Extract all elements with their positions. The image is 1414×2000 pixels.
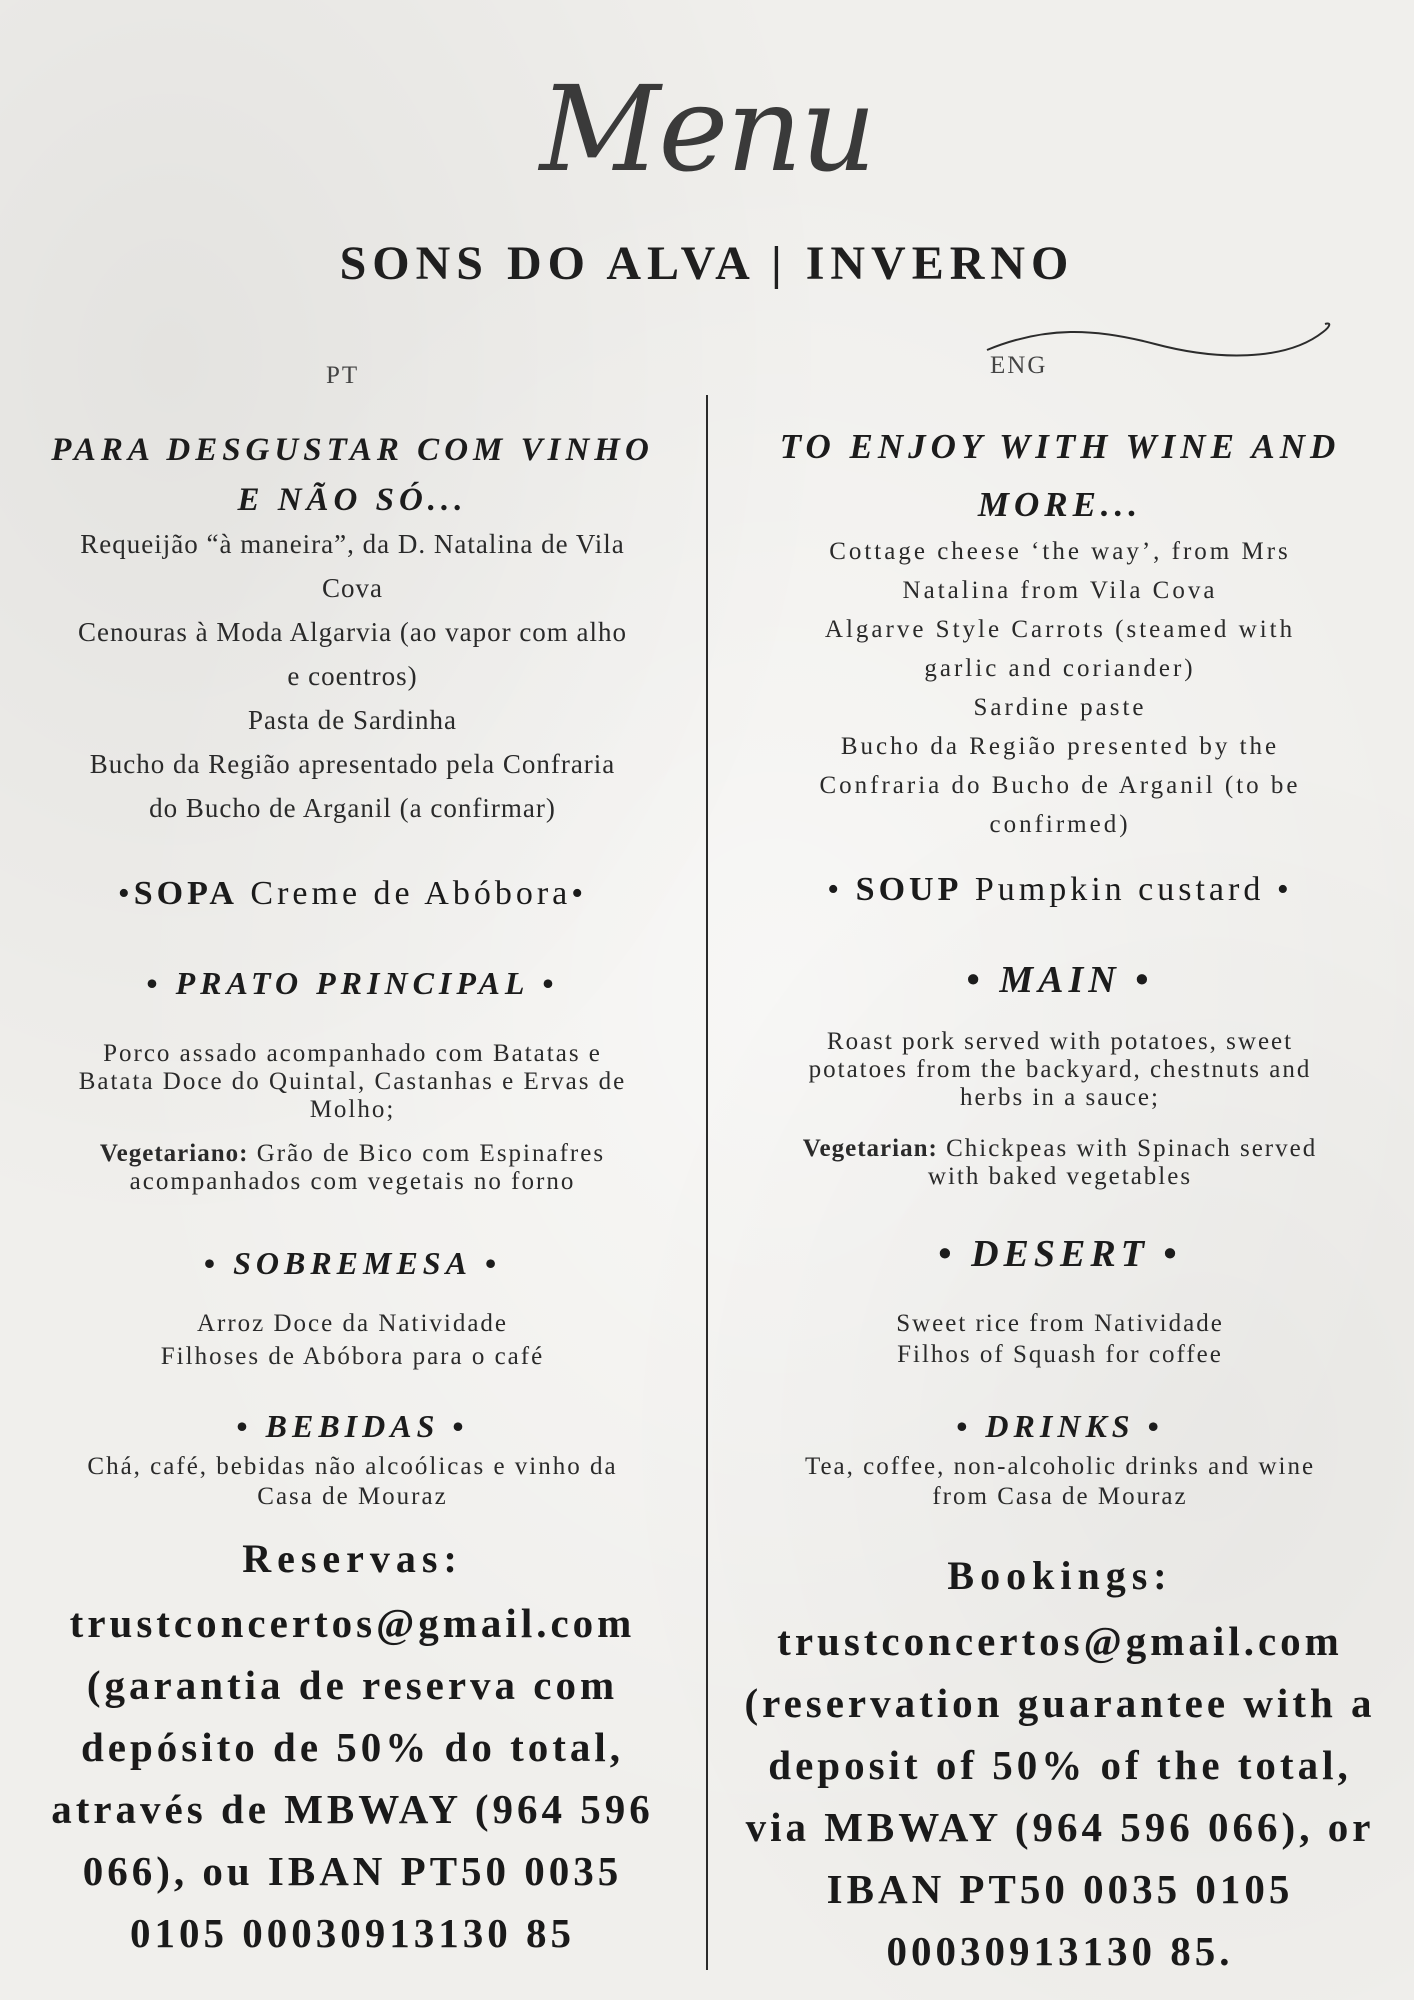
en-main-heading-text: MAIN [999, 959, 1121, 1001]
en-starters-heading-line: MORE... [977, 485, 1143, 524]
bullet-icon: • [117, 875, 134, 912]
en-dessert-list [720, 1308, 1400, 1370]
list-item: Bucho da Região apresentado pela Confraria [89, 749, 616, 779]
booking-line: 066), ou IBAN PT50 0035 [82, 1848, 623, 1894]
en-starters-list [720, 532, 1400, 844]
en-drinks-heading-text: DRINKS [985, 1408, 1135, 1444]
lang-label-en: ENG [990, 352, 1048, 379]
pt-veg-text: Grão de Bico com Espinafres [256, 1140, 606, 1167]
en-soup-label: SOUP [855, 871, 963, 908]
pt-dessert-heading-text: SOBREMESA [233, 1245, 472, 1281]
bullet-icon: • [439, 1408, 469, 1444]
en-main-heading [720, 958, 1400, 1002]
pt-booking-heading: Reservas: [242, 1536, 463, 1581]
pt-main-description [20, 1040, 685, 1124]
pt-booking-details [20, 1592, 685, 1964]
bullet-icon: • [1134, 1408, 1164, 1444]
bullet-icon: • [1264, 871, 1293, 908]
pt-starters-heading [20, 425, 685, 525]
bullet-icon: • [146, 965, 176, 1001]
en-veg-text-2: with baked vegetables [927, 1163, 1193, 1190]
list-item: Sweet rice from Natividade [896, 1310, 1224, 1337]
list-item: Casa de Mouraz [257, 1483, 448, 1510]
booking-line: via MBWAY (964 596 066), or [745, 1804, 1375, 1850]
bullet-icon: • [1120, 959, 1154, 1001]
pt-soup-line [20, 875, 685, 913]
en-drinks-list [720, 1452, 1400, 1512]
list-item: Algarve Style Carrots (steamed with [824, 616, 1296, 643]
pt-starters-heading-line: PARA DESGUSTAR COM VINHO [51, 432, 654, 468]
pt-main-heading-text: PRATO PRINCIPAL [175, 965, 530, 1001]
list-item: Arroz Doce da Natividade [196, 1310, 509, 1337]
list-item: Filhos of Squash for coffee [897, 1341, 1223, 1368]
pt-vegetarian [20, 1140, 685, 1196]
list-item: Natalina from Vila Cova [902, 577, 1218, 604]
booking-line: através de MBWAY (964 596 [51, 1786, 654, 1832]
list-item: Porco assado acompanhado com Batatas e [103, 1040, 602, 1067]
en-vegetarian [720, 1135, 1400, 1191]
list-item: do Bucho de Arganil (a confirmar) [149, 793, 556, 823]
pt-soup-text: Creme de Abóbora [250, 875, 572, 912]
list-item: potatoes from the backyard, chestnuts and [808, 1056, 1312, 1083]
bullet-icon: • [236, 1408, 266, 1444]
bullet-icon: • [827, 871, 856, 908]
en-soup-text: Pumpkin custard [974, 871, 1265, 908]
menu-subtitle: SONS DO ALVA | INVERNO [339, 237, 1075, 290]
pt-starters-heading-line: E NÃO SÓ... [237, 482, 468, 518]
booking-line: deposit of 50% of the total, [768, 1742, 1352, 1788]
pt-dessert-heading [20, 1245, 685, 1282]
list-item: Molho; [309, 1096, 396, 1123]
pt-veg-label: Vegetariano: [99, 1140, 249, 1167]
en-main-description [720, 1028, 1400, 1112]
booking-email: trustconcertos@gmail.com [777, 1618, 1343, 1664]
list-item: herbs in a sauce; [960, 1084, 1160, 1111]
en-dessert-heading-text: DESERT [971, 1233, 1149, 1275]
booking-line: depósito de 50% do total, [80, 1724, 625, 1770]
list-item: Pasta de Sardinha [248, 705, 457, 735]
booking-line: (reservation guarantee with a [744, 1680, 1376, 1726]
list-item: Requeijão “à maneira”, da D. Natalina de Vila [80, 529, 625, 559]
booking-line: (garantia de reserva com [86, 1662, 619, 1708]
bullet-icon: • [966, 959, 1000, 1001]
list-item: Chá, café, bebidas não alcoólicas e vinho da [87, 1453, 618, 1480]
pt-starters-list [20, 522, 685, 830]
en-veg-label: Vegetarian: [802, 1135, 938, 1162]
en-starters-heading [720, 418, 1400, 534]
bullet-icon: • [1148, 1233, 1182, 1275]
pt-veg-text-2: acompanhados com vegetais no forno [129, 1168, 576, 1195]
list-item: Confraria do Bucho de Arganil (to be [819, 772, 1301, 799]
list-item: Cottage cheese ‘the way’, from Mrs [829, 538, 1291, 565]
bullet-icon: • [471, 1245, 502, 1281]
en-veg-text: Chickpeas with Spinach served [946, 1135, 1318, 1162]
pt-dessert-list [20, 1307, 685, 1373]
en-booking-details [720, 1610, 1400, 1982]
en-drinks-heading [720, 1408, 1400, 1445]
list-item: Cenouras à Moda Algarvia (ao vapor com alho [77, 617, 628, 647]
list-item: Filhoses de Abóbora para o café [160, 1343, 545, 1370]
en-booking-heading: Bookings: [947, 1553, 1173, 1598]
booking-email: trustconcertos@gmail.com [69, 1600, 636, 1646]
en-dessert-heading [720, 1232, 1400, 1276]
list-item: Batata Doce do Quintal, Castanhas e Ervas de [78, 1068, 627, 1095]
pt-drinks-list [20, 1452, 685, 1512]
pt-drinks-heading [20, 1408, 685, 1445]
list-item: Bucho da Região presented by the [840, 733, 1280, 760]
pt-drinks-heading-text: BEBIDAS [265, 1408, 440, 1444]
pt-main-heading [20, 965, 685, 1002]
bullet-icon: • [956, 1408, 986, 1444]
bullet-icon: • [529, 965, 559, 1001]
menu-title: Menu [539, 60, 875, 198]
list-item: garlic and coriander) [924, 655, 1196, 682]
bullet-icon: • [571, 875, 588, 912]
bullet-icon: • [938, 1233, 972, 1275]
booking-line: 00030913130 85. [886, 1928, 1234, 1974]
list-item: Roast pork served with potatoes, sweet [826, 1028, 1294, 1055]
pt-soup-label: SOPA [133, 875, 238, 912]
bullet-icon: • [203, 1245, 234, 1281]
booking-line: IBAN PT50 0035 0105 [826, 1866, 1294, 1912]
list-item: confirmed) [989, 811, 1131, 838]
lang-label-pt: PT [326, 362, 360, 389]
list-item: Tea, coffee, non-alcoholic drinks and wine [804, 1453, 1316, 1480]
list-item: Sardine paste [973, 694, 1147, 721]
list-item: e coentros) [287, 661, 418, 691]
column-divider [706, 395, 708, 1970]
en-starters-heading-line: TO ENJOY WITH WINE AND [779, 427, 1341, 466]
list-item: from Casa de Mouraz [932, 1483, 1188, 1510]
en-soup-line [720, 871, 1400, 909]
list-item: Cova [322, 573, 383, 603]
booking-line: 0105 00030913130 85 [130, 1910, 575, 1956]
